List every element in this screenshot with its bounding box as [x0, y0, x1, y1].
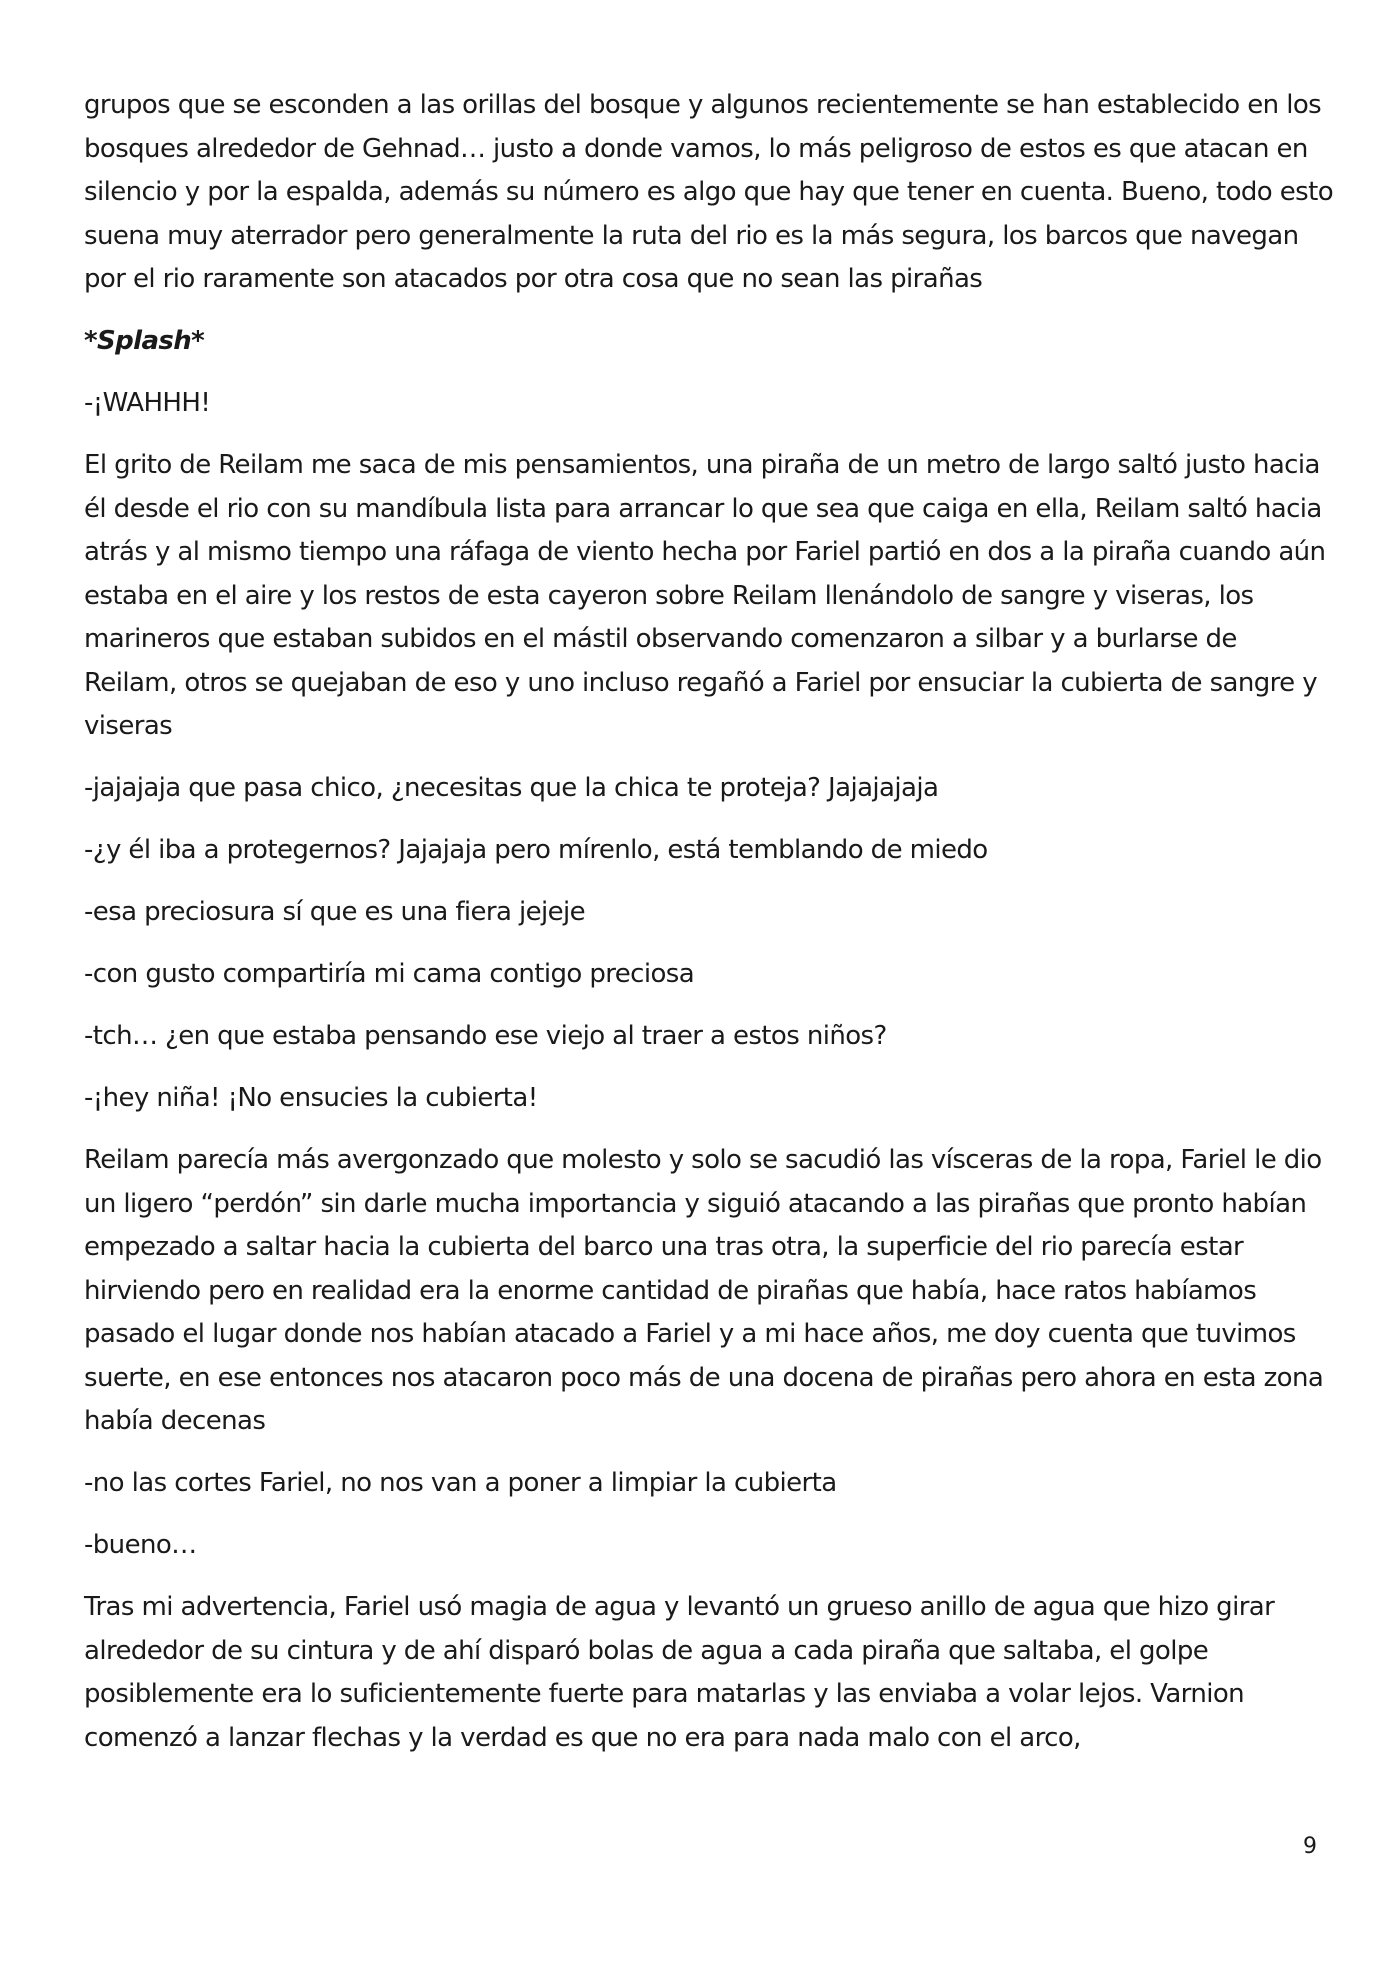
dialogue-line: -bueno… — [84, 1530, 197, 1560]
paragraph-water-magic: Tras mi advertencia, Fariel usó magia de agua y levantó un grueso anillo de agua que hizo girar alrededor de su cintura y de ahí disparó bolas de agua a cada piraña que saltaba, el golpe posiblemente era lo suficientemente fuerte para matarlas y las enviaba a volar lejos. Varnion comenzó a lanzar flechas y la verdad es que no era para nada malo con el arco, — [84, 1592, 1275, 1753]
dialogue-line: -¿y él iba a protegernos? Jajajaja pero mírenlo, está temblando de miedo — [84, 835, 988, 865]
page-number: 9 — [1303, 1834, 1317, 1859]
sound-effect-splash: *Splash* — [84, 326, 205, 356]
dialogue-line: -esa preciosura sí que es una fiera jejeje — [84, 897, 586, 927]
dialogue-line: -jajajaja que pasa chico, ¿necesitas que la chica te proteja? Jajajajaja — [84, 773, 939, 803]
dialogue-line: -con gusto compartiría mi cama contigo preciosa — [84, 959, 695, 989]
dialogue-line: -no las cortes Fariel, no nos van a poner a limpiar la cubierta — [84, 1468, 837, 1498]
dialogue-line: -tch… ¿en que estaba pensando ese viejo al traer a estos niños? — [84, 1021, 887, 1051]
paragraph-reilam-embarrassed: Reilam parecía más avergonzado que molesto y solo se sacudió las vísceras de la ropa, Fariel le dio un ligero “perdón” sin darle mucha importancia y siguió atacando a las pirañas que pronto habían empezado a saltar hacia la cubierta del barco una tras otra, la superficie del rio parecía estar hirviendo pero en realidad era la enorme cantidad de pirañas que había, hace ratos habíamos pasado el lugar donde nos habían atacado a Fariel y a mi hace años, me doy cuenta que tuvimos suerte, en ese entonces nos atacaron poco más de una docena de pirañas pero ahora en esta zona había decenas — [84, 1145, 1324, 1436]
dialogue-line: -¡hey niña! ¡No ensucies la cubierta! — [84, 1083, 538, 1113]
paragraph-bandits: grupos que se esconden a las orillas del bosque y algunos recientemente se han establecido en los bosques alrededor de Gehnad… justo a donde vamos, lo más peligroso de estos es que atacan en silencio y por la espalda, además su número es algo que hay que tener en cuenta. Bueno, todo esto suena muy aterrador pero generalmente la ruta del rio es la más segura, los barcos que navegan por el rio raramente son atacados por otra cosa que no sean las pirañas — [84, 90, 1334, 294]
document-body — [84, 84, 1334, 1779]
dialogue-line: -¡WAHHH! — [84, 388, 211, 418]
paragraph-piranha-attack: El grito de Reilam me saca de mis pensamientos, una piraña de un metro de largo saltó justo hacia él desde el rio con su mandíbula lista para arrancar lo que sea que caiga en ella, Reilam saltó hacia atrás y al mismo tiempo una ráfaga de viento hecha por Fariel partió en dos a la piraña cuando aún estaba en el aire y los restos de esta cayeron sobre Reilam llenándolo de sangre y viseras, los marineros que estaban subidos en el mástil observando comenzaron a silbar y a burlarse de Reilam, otros se quejaban de eso y uno incluso regañó a Fariel por ensuciar la cubierta de sangre y viseras — [84, 450, 1326, 741]
